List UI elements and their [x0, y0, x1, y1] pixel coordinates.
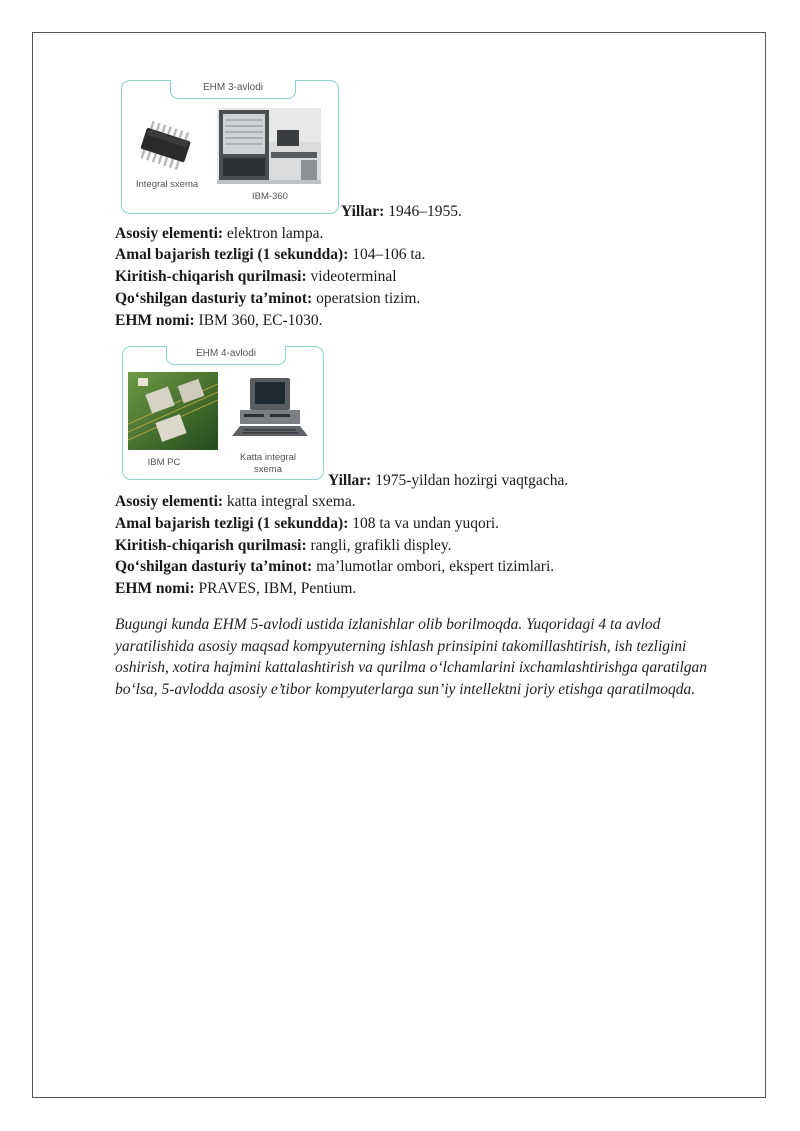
gen4-caption-lsi: Katta integral sxema [240, 452, 296, 475]
gen4-io: Kiritish-chiqarish qurilmasi: rangli, grafikli displey. [115, 537, 452, 554]
integral-chip-image [132, 118, 198, 176]
gen4-software: Qo‘shilgan dasturiy ta’minot: ma’lumotlar ombori, ekspert tizimlari. [115, 558, 555, 575]
gen3-years: Yillar: 1946–1955. [341, 203, 462, 220]
gen3-speed: Amal bajarish tezligi (1 sekundda): 104–106 ta. [115, 246, 426, 263]
gen4-name: EHM nomi: PRAVES, IBM, Pentium. [115, 580, 357, 597]
ibm-pc-image [226, 374, 314, 448]
gen3-caption-integral: Integral sxema [135, 179, 199, 190]
gen3-name: EHM nomi: IBM 360, EC-1030. [115, 312, 323, 329]
summary-paragraph: Bugungi kunda EHM 5-avlodi ustida izlanishlar olib borilmoqda. Yuqoridagi 4 ta avlod yaratilishida asosiy maqsad kompyuterning ishlash prinsipini takomillashtirish, ish tezligini oshirish, xotira hajmini kattalashtirish va qurilma o‘lchamlarini ixchamlashtirishga qaratilgan bo‘lsa, 5-avlodda asosiy e’tibor kompyuterlarga sun’iy intellektni joriy etishga qaratilmoqda. [115, 616, 708, 698]
ibm360-image [217, 108, 321, 184]
gen3-figure-title: EHM 3-avlodi [170, 80, 296, 99]
gen3-caption-ibm360: IBM-360 [252, 191, 288, 202]
gen4-caption-ibmpc: IBM PC [147, 457, 181, 468]
circuit-board-image [128, 372, 218, 450]
gen4-figure-title: EHM 4-avlodi [166, 346, 286, 365]
gen4-element: Asosiy elementi: katta integral sxema. [115, 493, 356, 510]
gen4-speed: Amal bajarish tezligi (1 sekundda): 108 ta va undan yuqori. [115, 515, 500, 532]
gen4-years: Yillar: 1975-yildan hozirgi vaqtgacha. [328, 472, 569, 489]
gen3-element: Asosiy elementi: elektron lampa. [115, 225, 324, 242]
gen3-software: Qo‘shilgan dasturiy ta’minot: operatsion tizim. [115, 290, 421, 307]
gen3-io: Kiritish-chiqarish qurilmasi: videoterminal [115, 268, 397, 285]
